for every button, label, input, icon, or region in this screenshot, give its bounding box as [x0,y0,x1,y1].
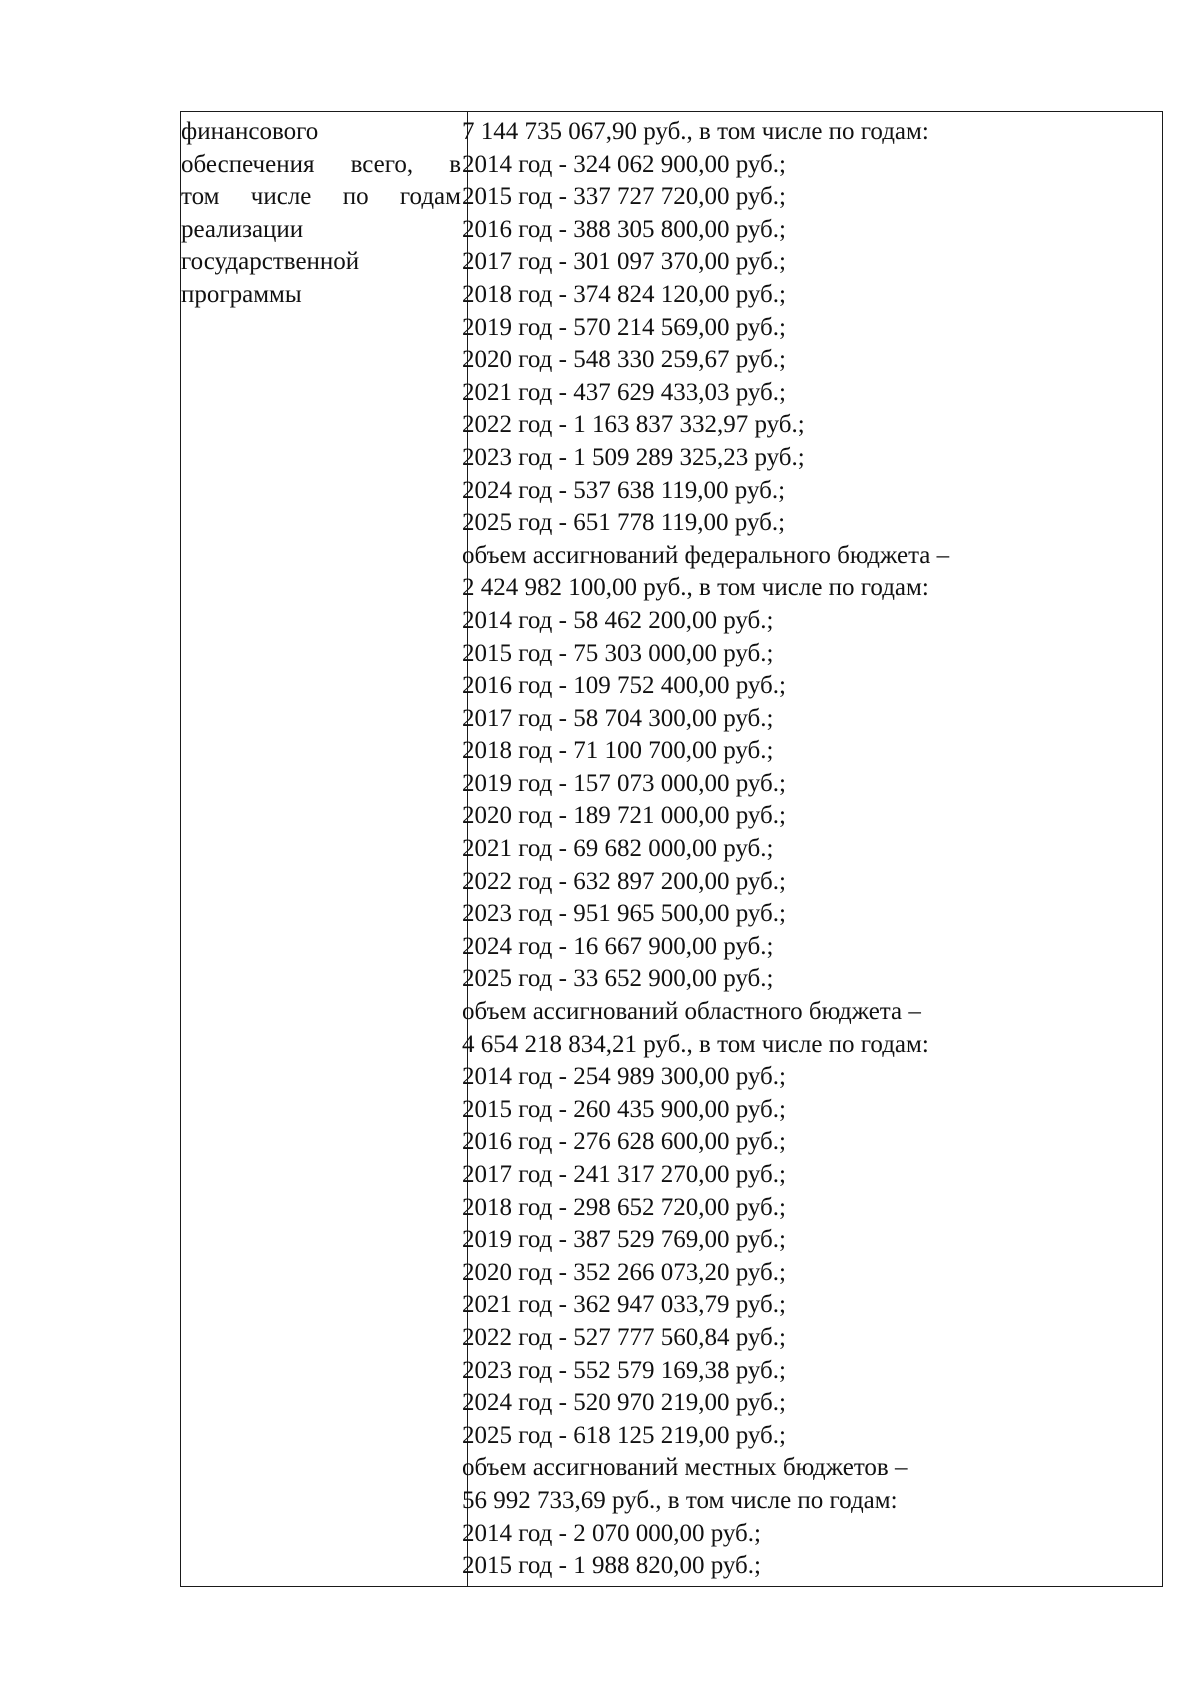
right-cell-line: 2023 год - 552 579 169,38 руб.; [462,1356,786,1384]
right-cell-line: 2025 год - 618 125 219,00 руб.; [462,1421,786,1449]
right-cell-line: 2017 год - 58 704 300,00 руб.; [462,704,774,732]
financing-table [180,111,1163,1587]
left-cell-word: реализации [181,215,304,243]
right-cell-line: 2020 год - 548 330 259,67 руб.; [462,346,786,374]
right-cell-line: 7 144 735 067,90 руб., в том числе по годам: [462,118,929,145]
left-cell-line [181,116,461,149]
right-cell-line: 2021 год - 362 947 033,79 руб.; [462,1291,786,1319]
left-cell-word: по [342,183,369,211]
right-cell-line: 2017 год - 301 097 370,00 руб.; [462,248,786,276]
right-cell-line: 2 424 982 100,00 руб., в том числе по годам: [462,574,929,602]
right-cell-line: объем ассигнований федерального бюджета – [462,541,950,569]
right-cell-line: 2014 год - 58 462 200,00 руб.; [462,606,774,634]
right-cell-line: 2025 год - 33 652 900,00 руб.; [462,965,774,993]
right-cell-line: 4 654 218 834,21 руб., в том числе по годам: [462,1030,929,1058]
left-cell-line [181,181,461,214]
right-cell-line: 2015 год - 337 727 720,00 руб.; [462,183,786,211]
left-cell-word: числе [250,183,312,211]
right-cell-line: 2022 год - 1 163 837 332,97 руб.; [462,411,805,439]
right-cell-line: 2014 год - 2 070 000,00 руб.; [462,1519,761,1547]
left-cell-word: программы [181,280,302,308]
left-cell-word: в [449,150,461,178]
left-cell-word: годам [399,183,461,211]
left-cell-word: государственной [181,248,360,276]
left-cell-line [181,214,461,247]
right-cell-line: 2020 год - 189 721 000,00 руб.; [462,802,786,830]
right-cell-line: объем ассигнований областного бюджета – [462,998,921,1026]
right-cell-line: 2019 год - 570 214 569,00 руб.; [462,313,786,341]
left-cell-word: всего, [350,150,414,178]
left-cell-line [181,279,461,312]
right-cell-line: 2015 год - 75 303 000,00 руб.; [462,639,774,667]
right-cell-line: 56 992 733,69 руб., в том числе по годам: [462,1486,898,1514]
left-cell-word: том [181,183,220,211]
right-cell-line: 2017 год - 241 317 270,00 руб.; [462,1161,786,1188]
right-cell-line: 2016 год - 388 305 800,00 руб.; [462,215,786,243]
right-cell-line: 2019 год - 387 529 769,00 руб.; [462,1226,786,1254]
right-cell-line: 2022 год - 632 897 200,00 руб.; [462,867,786,895]
right-cell-line: 2019 год - 157 073 000,00 руб.; [462,769,786,797]
right-cell-line: объем ассигнований местных бюджетов – [462,1454,908,1482]
left-cell [181,116,461,312]
left-cell-word: обеспечения [181,150,315,178]
right-cell-line: 2018 год - 298 652 720,00 руб.; [462,1193,786,1221]
right-cell-line: 2025 год - 651 778 119,00 руб.; [462,509,786,537]
right-cell-line: 2021 год - 69 682 000,00 руб.; [462,835,774,863]
right-cell-line: 2015 год - 260 435 900,00 руб.; [462,1095,786,1123]
right-cell [462,116,1152,1583]
right-cell-line: 2016 год - 109 752 400,00 руб.; [462,672,786,700]
right-cell-line: 2016 год - 276 628 600,00 руб.; [462,1128,786,1156]
right-cell-line: 2020 год - 352 266 073,20 руб.; [462,1258,786,1286]
right-cell-line: 2014 год - 324 062 900,00 руб.; [462,150,786,178]
left-cell-line [181,149,461,182]
right-cell-line: 2014 год - 254 989 300,00 руб.; [462,1063,786,1091]
right-cell-line: 2024 год - 520 970 219,00 руб.; [462,1389,786,1417]
right-cell-line: 2023 год - 951 965 500,00 руб.; [462,900,786,928]
right-cell-line: 2023 год - 1 509 289 325,23 руб.; [462,443,805,471]
right-cell-line: 2024 год - 16 667 900,00 руб.; [462,932,774,960]
right-cell-line: 2018 год - 374 824 120,00 руб.; [462,280,786,308]
right-cell-line: 2015 год - 1 988 820,00 руб.; [462,1552,761,1580]
right-cell-line: 2024 год - 537 638 119,00 руб.; [462,476,786,504]
left-cell-line [181,246,461,279]
right-cell-line: 2022 год - 527 777 560,84 руб.; [462,1323,786,1351]
right-cell-line: 2021 год - 437 629 433,03 руб.; [462,378,786,406]
left-cell-word: финансового [181,118,319,145]
right-cell-line: 2018 год - 71 100 700,00 руб.; [462,737,774,765]
